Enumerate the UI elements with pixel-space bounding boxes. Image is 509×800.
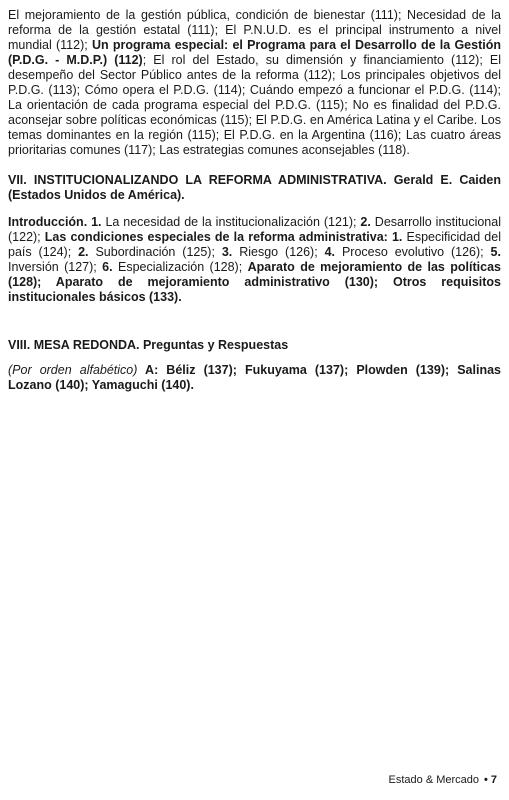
section-vi-continuation [8, 8, 501, 158]
bold-text: 4. [324, 245, 336, 259]
bold-text: Las condiciones especiales de la reforma administrativa: 1. [44, 230, 403, 244]
bold-text: 6. [102, 260, 113, 274]
section-viii-contents [8, 363, 501, 393]
bold-text: 5. [490, 245, 501, 259]
body-text: Especificidad del país (124); [8, 230, 501, 259]
bold-text: 2. [360, 215, 371, 229]
page-number: 7 [490, 774, 497, 786]
body-text: ; El rol del Estado, su dimensión y financiamiento (112); El desempeño del Sector Público antes de la reforma (112); Los principales objetivos del P.D.G. (113); Cómo opera el P.D.G. (114); Cuándo empezó a funcionar el P.D.G. (114); La orientación de cada programa especial del P.D.G. (115); No es finalidad del P.D.G. aconsejar sobre políticas económicas (115); El P.D.G. en América Latina y el Caribe. Los temas dominantes en la región (115); El P.D.G. en la Argentina (116); Las cuatro áreas prioritarias comunes (117); Las estrategias comunes aconsejables (118). [8, 53, 501, 157]
page-footer [389, 774, 497, 786]
section-vii-contents [8, 215, 501, 305]
bold-text: Aparato de mejoramiento de las políticas (128); Aparato de mejoramiento administrativo (130); Otros requisitos institucionales básicos (133). [8, 260, 501, 304]
body-text: El mejoramiento de la gestión pública, condición de bienestar (111); Necesidad de la reforma de la gestión estatal (111); El P.N.U.D. es el principal instrumento a nivel mundial (112); [8, 8, 501, 52]
body-text: Desarrollo institucional (122); [8, 215, 501, 244]
bold-text: 2. [78, 245, 89, 259]
bold-text: Introducción. 1. [8, 215, 102, 229]
body-text: Inversión (127); [8, 260, 103, 274]
page-content [8, 8, 501, 393]
body-text: La necesidad de la institucionalización (121); [101, 215, 361, 229]
journal-name: Estado & Mercado [388, 774, 480, 786]
bold-text: Un programa especial: el Programa para el Desarrollo de la Gestión (P.D.G. - M.D.P.) (112) [8, 38, 501, 67]
body-text: Especialización (128); [112, 260, 248, 274]
body-text: Proceso evolutivo (126); [335, 245, 491, 259]
bullet-separator: • [484, 774, 488, 786]
italic-text: (Por orden alfabético) [8, 363, 138, 377]
section-vii-heading: VII. INSTITUCIONALIZANDO LA REFORMA ADMINISTRATIVA. Gerald E. Caiden (Estados Unidos de América). [8, 173, 501, 202]
section-viii-heading: VIII. MESA REDONDA. Preguntas y Respuestas [8, 338, 289, 352]
body-text: Subordinación (125); [88, 245, 222, 259]
bold-text: 3. [221, 245, 233, 259]
participants-list: A: Béliz (137); Fukuyama (137); Plowden (139); Salinas Lozano (140); Yamaguchi (140). [8, 363, 501, 392]
body-text: Riesgo (126); [232, 245, 325, 259]
